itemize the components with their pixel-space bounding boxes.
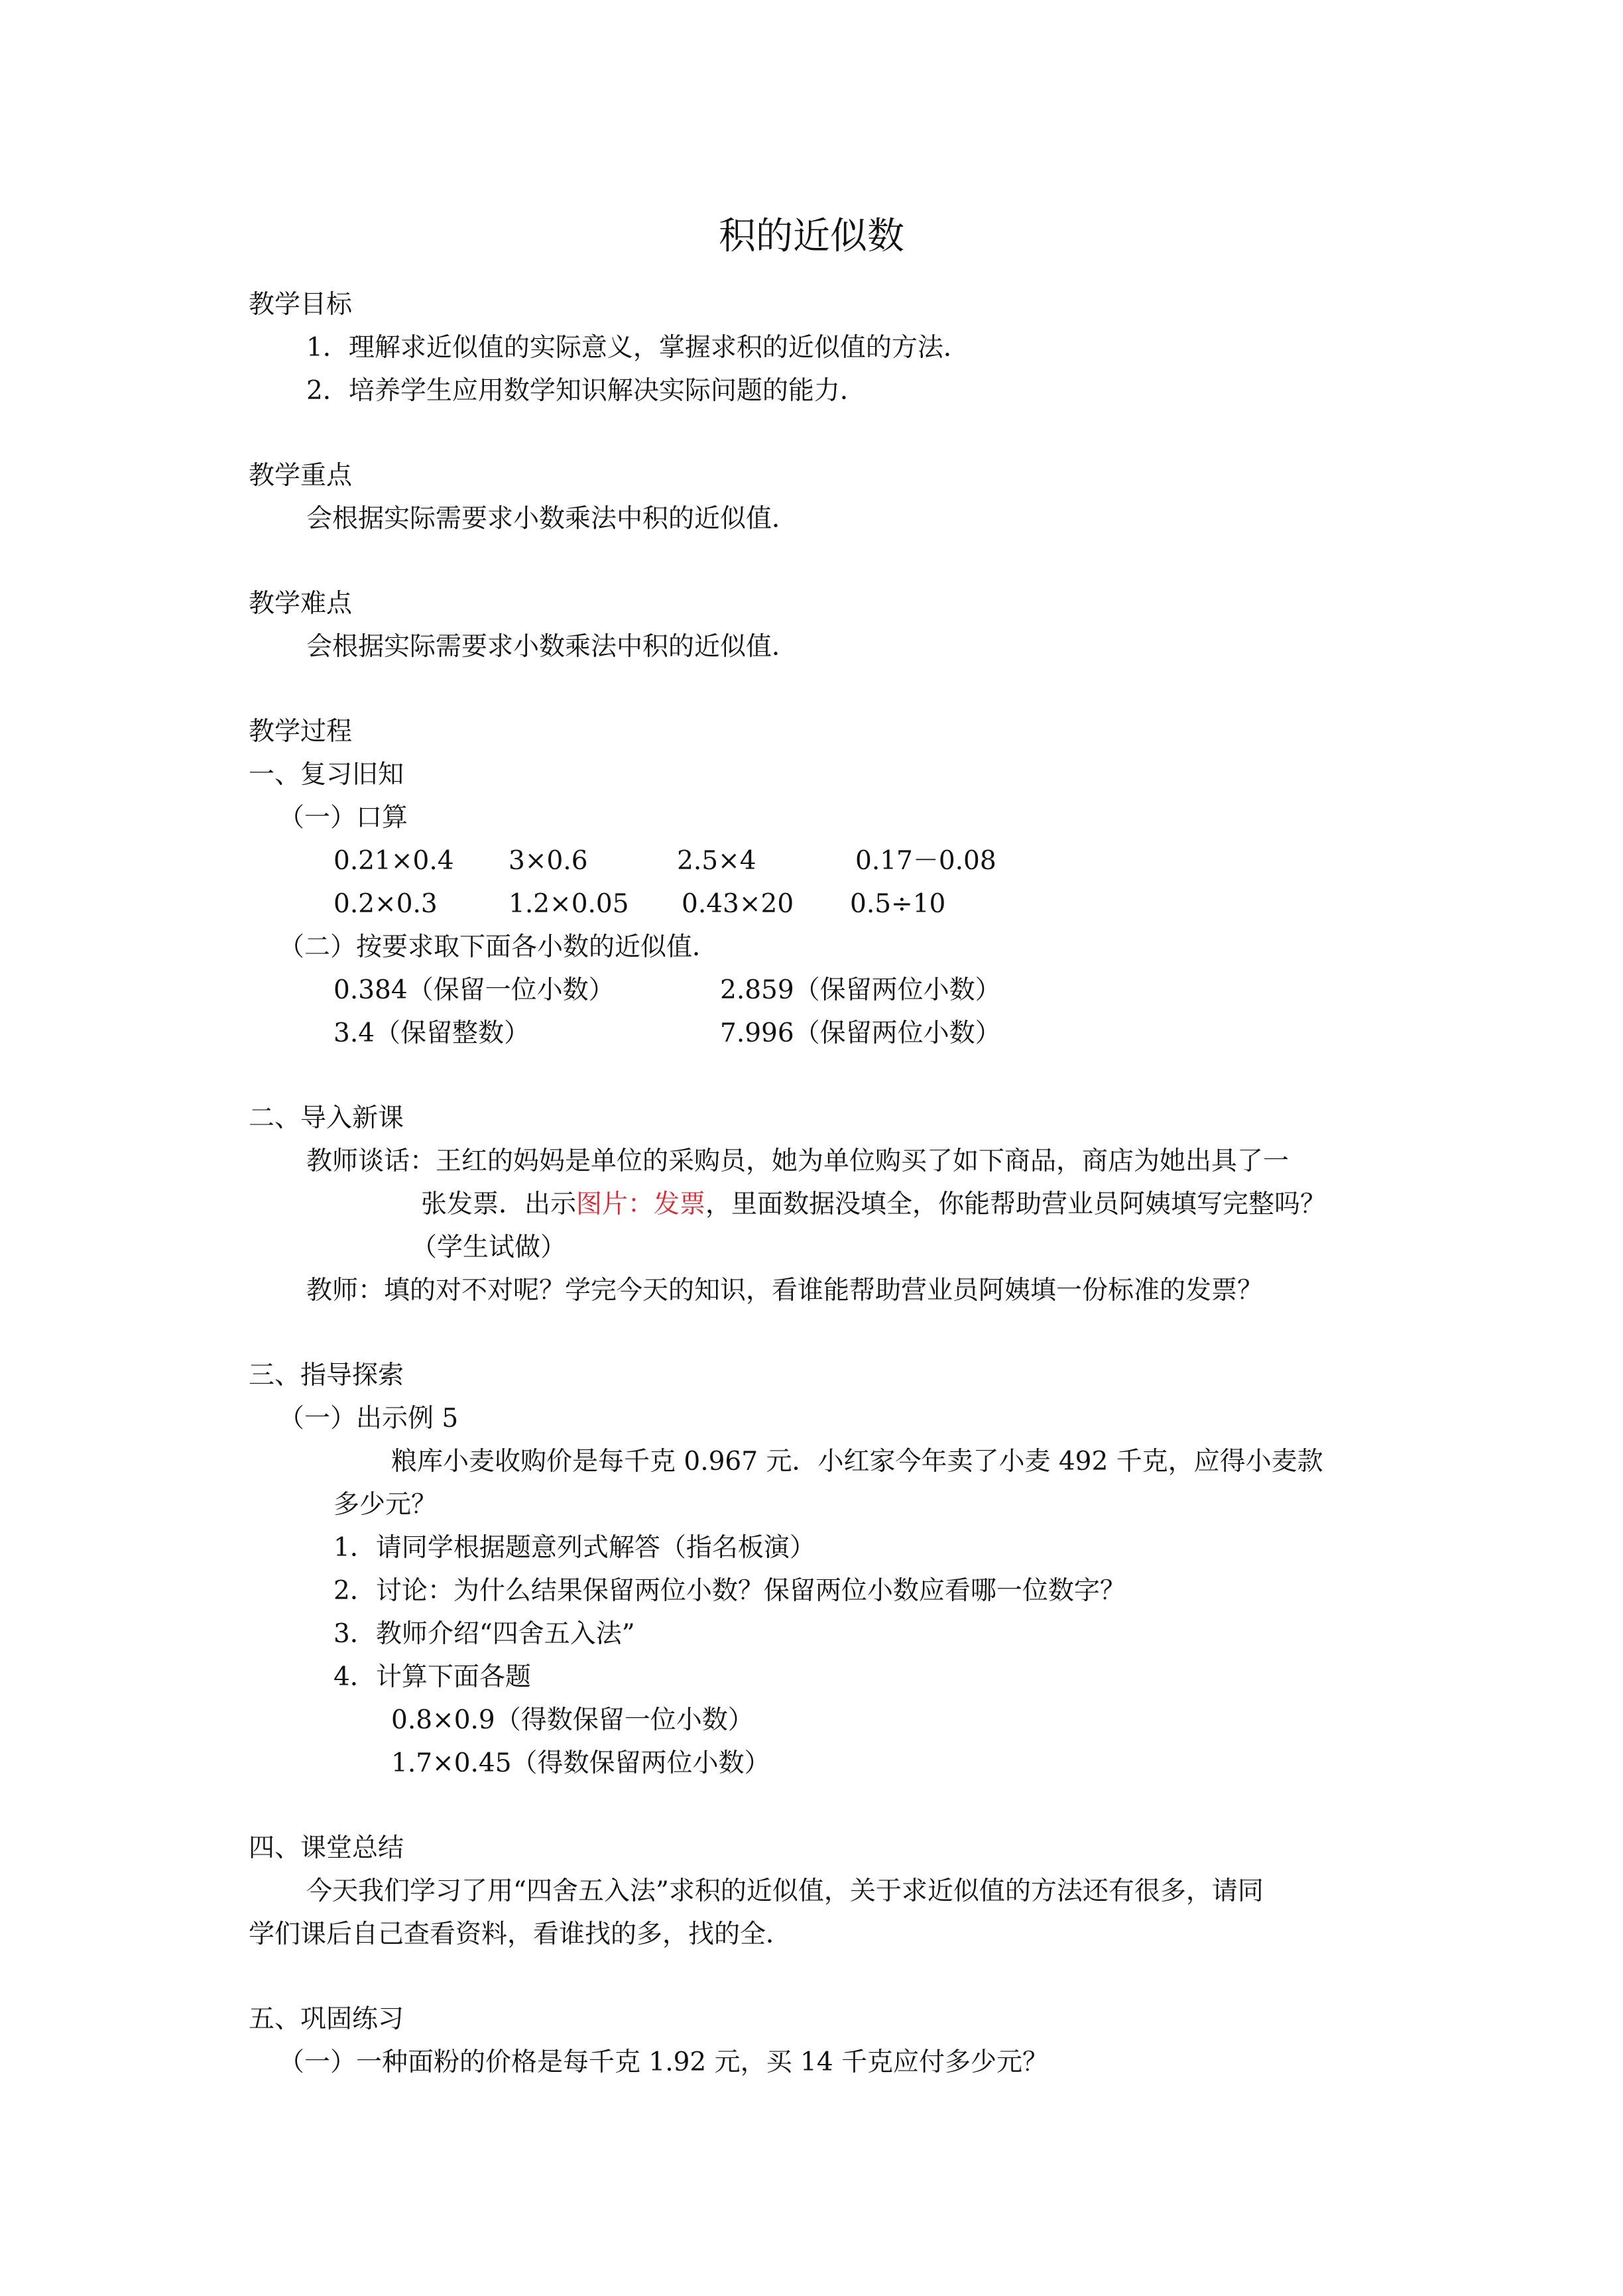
page-title: 积的近似数 <box>719 215 904 258</box>
explore-step-3: 3．教师介绍“四舍五入法” <box>333 1619 635 1649</box>
oral-calc-item: 2.5×4 <box>677 846 756 876</box>
student-try-note: （学生试做） <box>411 1233 567 1262</box>
approx-item: 2.859（保留两位小数） <box>720 975 1001 1005</box>
objective-item-2: 2．培养学生应用数学知识解决实际问题的能力． <box>306 376 866 406</box>
difficulties-text: 会根据实际需要求小数乘法中积的近似值． <box>306 632 798 662</box>
approx-item: 7.996（保留两位小数） <box>720 1018 1001 1048</box>
intro-paragraph-line-2 <box>421 1188 1326 1221</box>
exercise-item-1: 0.8×0.9（得数保留一位小数） <box>391 1705 754 1735</box>
process-heading: 教学过程 <box>249 717 353 747</box>
approx-item: 0.384（保留一位小数） <box>333 975 615 1005</box>
intro-heading: 二、导入新课 <box>249 1103 404 1133</box>
key-points-heading: 教学重点 <box>249 461 353 491</box>
oral-calc-item: 0.2×0.3 <box>333 889 438 919</box>
oral-calc-item: 0.21×0.4 <box>333 846 454 876</box>
approx-item: 3.4（保留整数） <box>333 1018 530 1048</box>
example-problem-line-2: 多少元？ <box>333 1490 438 1520</box>
approx-heading: （二）按要求取下面各小数的近似值． <box>278 932 719 962</box>
intro-text-after-link: ，里面数据没填全，你能帮助营业员阿姨填写完整吗？ <box>705 1189 1327 1219</box>
oral-calc-item: 0.5÷10 <box>850 889 946 919</box>
oral-calc-item: 0.43×20 <box>682 889 794 919</box>
explore-step-4: 4．计算下面各题 <box>333 1662 531 1692</box>
explore-step-2: 2．讨论：为什么结果保留两位小数？保留两位小数应看哪一位数字？ <box>333 1576 1126 1606</box>
oral-calc-item: 3×0.6 <box>509 846 588 876</box>
invoice-image-link[interactable]: 图片：发票 <box>576 1189 706 1219</box>
summary-line-1: 今天我们学习了用“四舍五入法”求积的近似值，关于求近似值的方法还有很多，请同 <box>306 1876 1264 1906</box>
review-heading: 一、复习旧知 <box>249 760 404 790</box>
summary-line-2: 学们课后自己查看资料，看谁找的多，找的全． <box>249 1919 792 1949</box>
intro-paragraph-line-1: 教师谈话：王红的妈妈是单位的采购员，她为单位购买了如下商品，商店为她出具了一 <box>306 1146 1290 1176</box>
oral-calc-item: 1.2×0.05 <box>509 889 629 919</box>
practice-heading: 五、巩固练习 <box>249 2004 404 2034</box>
explore-heading: 三、指导探索 <box>249 1360 404 1390</box>
summary-heading: 四、课堂总结 <box>249 1833 404 1863</box>
exercise-item-2: 1.7×0.45（得数保留两位小数） <box>391 1748 770 1778</box>
example-problem-line-1: 粮库小麦收购价是每千克 0.967 元．小红家今年卖了小麦 492 千克，应得小麦款 <box>391 1447 1323 1477</box>
oral-calc-heading: （一）口算 <box>278 803 408 833</box>
objectives-heading: 教学目标 <box>249 290 353 320</box>
key-points-text: 会根据实际需要求小数乘法中积的近似值． <box>306 504 798 534</box>
practice-item-1: （一）一种面粉的价格是每千克 1.92 元，买 14 千克应付多少元？ <box>278 2047 1049 2077</box>
difficulties-heading: 教学难点 <box>249 589 353 619</box>
objective-item-1: 1．理解求近似值的实际意义，掌握求积的近似值的方法． <box>306 333 969 363</box>
intro-text-before-link: 张发票．出示 <box>421 1189 577 1219</box>
teacher-question: 教师：填的对不对呢？学完今天的知识，看谁能帮助营业员阿姨填一份标准的发票？ <box>306 1276 1264 1305</box>
explore-step-1: 1．请同学根据题意列式解答（指名板演） <box>333 1533 815 1563</box>
example-heading: （一）出示例 5 <box>278 1404 459 1433</box>
oral-calc-item: 0.17－0.08 <box>855 846 996 876</box>
